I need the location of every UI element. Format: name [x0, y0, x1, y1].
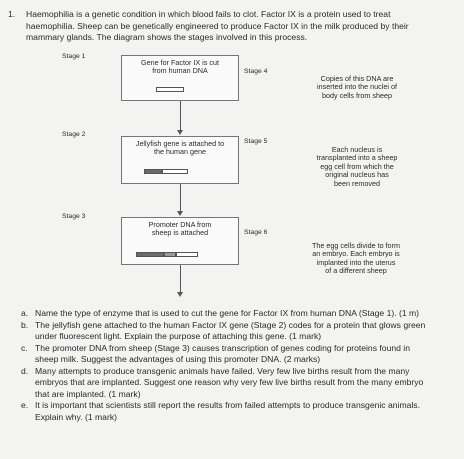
- stage2-box: [121, 136, 239, 184]
- stage2-text: Jellyfish gene is attached to: [135, 139, 225, 148]
- part-text: The jellyfish gene attached to the human Factor IX gene (Stage 2) codes for a protein that glows green: [35, 319, 426, 330]
- part-text: It is important that scientists still report the results from failed attempts to produce transgenic animals.: [35, 400, 420, 410]
- part-text: The promoter DNA from sheep (Stage 3) causes transcription of genes coding for proteins found in: [35, 342, 410, 353]
- sub-questions: [8, 308, 460, 423]
- part-text: sheep milk. Suggest the advantages of using this promoter DNA. (2 marks): [35, 354, 321, 364]
- part-letter: a.: [21, 308, 29, 318]
- human-gene-segment: [156, 87, 184, 92]
- arrow-down-icon: [180, 184, 181, 212]
- stage6-text: [286, 242, 426, 276]
- promoter-dna-segment: [136, 252, 164, 257]
- stage2-label: Stage 2: [62, 131, 86, 138]
- question-part-b: [8, 320, 460, 343]
- question-part-e: [8, 400, 460, 423]
- intro-line: mammary glands. The diagram shows the stages involved in this process.: [26, 32, 308, 43]
- question-number: 1.: [8, 9, 16, 19]
- stage1-box: [121, 55, 239, 101]
- part-letter: b.: [21, 319, 29, 330]
- part-letter: e.: [21, 400, 29, 410]
- stage6-line: implanted into the uterus: [316, 257, 396, 267]
- human-gene-segment: [162, 169, 188, 174]
- stage4-line: Copies of this DNA are: [320, 74, 394, 83]
- stage4-line: body cells from sheep: [322, 90, 392, 100]
- part-text: under fluorescent light. Explain the purpose of attaching this gene. (1 mark): [35, 331, 322, 341]
- question-part-d: [8, 366, 460, 401]
- part-text: Name the type of enzyme that is used to cut the gene for Factor IX from human DNA (Stage 1). (1 m): [35, 308, 420, 318]
- intro-line: Haemophilia is a genetic condition in which blood fails to clot. Factor IX is a protein used to treat: [26, 9, 391, 19]
- stage6-line: of a different sheep: [325, 266, 387, 276]
- stage3-text: sheep is attached: [151, 228, 209, 238]
- stage3-label: Stage 3: [62, 213, 86, 220]
- stage6-line: The egg cells divide to form: [312, 241, 400, 250]
- stage4-label: Stage 4: [244, 68, 268, 75]
- part-text: that are implanted. (1 mark): [35, 388, 141, 399]
- jellyfish-gene-segment: [164, 252, 176, 257]
- stage5-text: [292, 146, 422, 188]
- question-part-c: [8, 343, 460, 366]
- stage6-line: an embryo. Each embryo is: [312, 249, 400, 259]
- stage1-text: Gene for Factor IX is cut: [141, 58, 219, 67]
- stage5-line: been removed: [334, 178, 380, 188]
- stage3-box: [121, 217, 239, 265]
- part-letter: d.: [21, 365, 29, 376]
- stage5-line: egg cell from which the: [320, 161, 394, 171]
- arrow-down-icon: [180, 101, 181, 131]
- part-text: embryos that are implanted. Suggest one reason why very few live births result from the many embryo: [35, 377, 424, 387]
- arrow-down-icon: [180, 265, 181, 293]
- jellyfish-gene-segment: [144, 169, 162, 174]
- stage1-label: Stage 1: [62, 53, 86, 60]
- stage4-line: inserted into the nuclei of: [317, 82, 397, 92]
- stage4-text: [292, 75, 422, 100]
- stage3-text: Promoter DNA from: [148, 220, 212, 229]
- part-text: Many attempts to produce transgenic animals have failed. Very few live births result from the many: [35, 365, 410, 376]
- stage5-line: transplanted into a sheep: [316, 153, 398, 163]
- human-gene-segment: [176, 252, 198, 257]
- question-part-a: [8, 308, 460, 320]
- stage1-text: from human DNA: [152, 66, 208, 76]
- stage5-line: Each nucleus is: [331, 145, 383, 154]
- stage2-text: the human gene: [154, 147, 206, 157]
- part-letter: c.: [21, 342, 28, 353]
- stage6-label: Stage 6: [244, 229, 268, 236]
- stage5-label: Stage 5: [244, 138, 268, 145]
- intro-line: haemophilia. Sheep can be genetically engineered to produce Factor IX in the milk produced by their: [26, 20, 409, 31]
- part-text: Explain why. (1 mark): [35, 411, 117, 422]
- stage5-line: original nucleus has: [325, 170, 389, 180]
